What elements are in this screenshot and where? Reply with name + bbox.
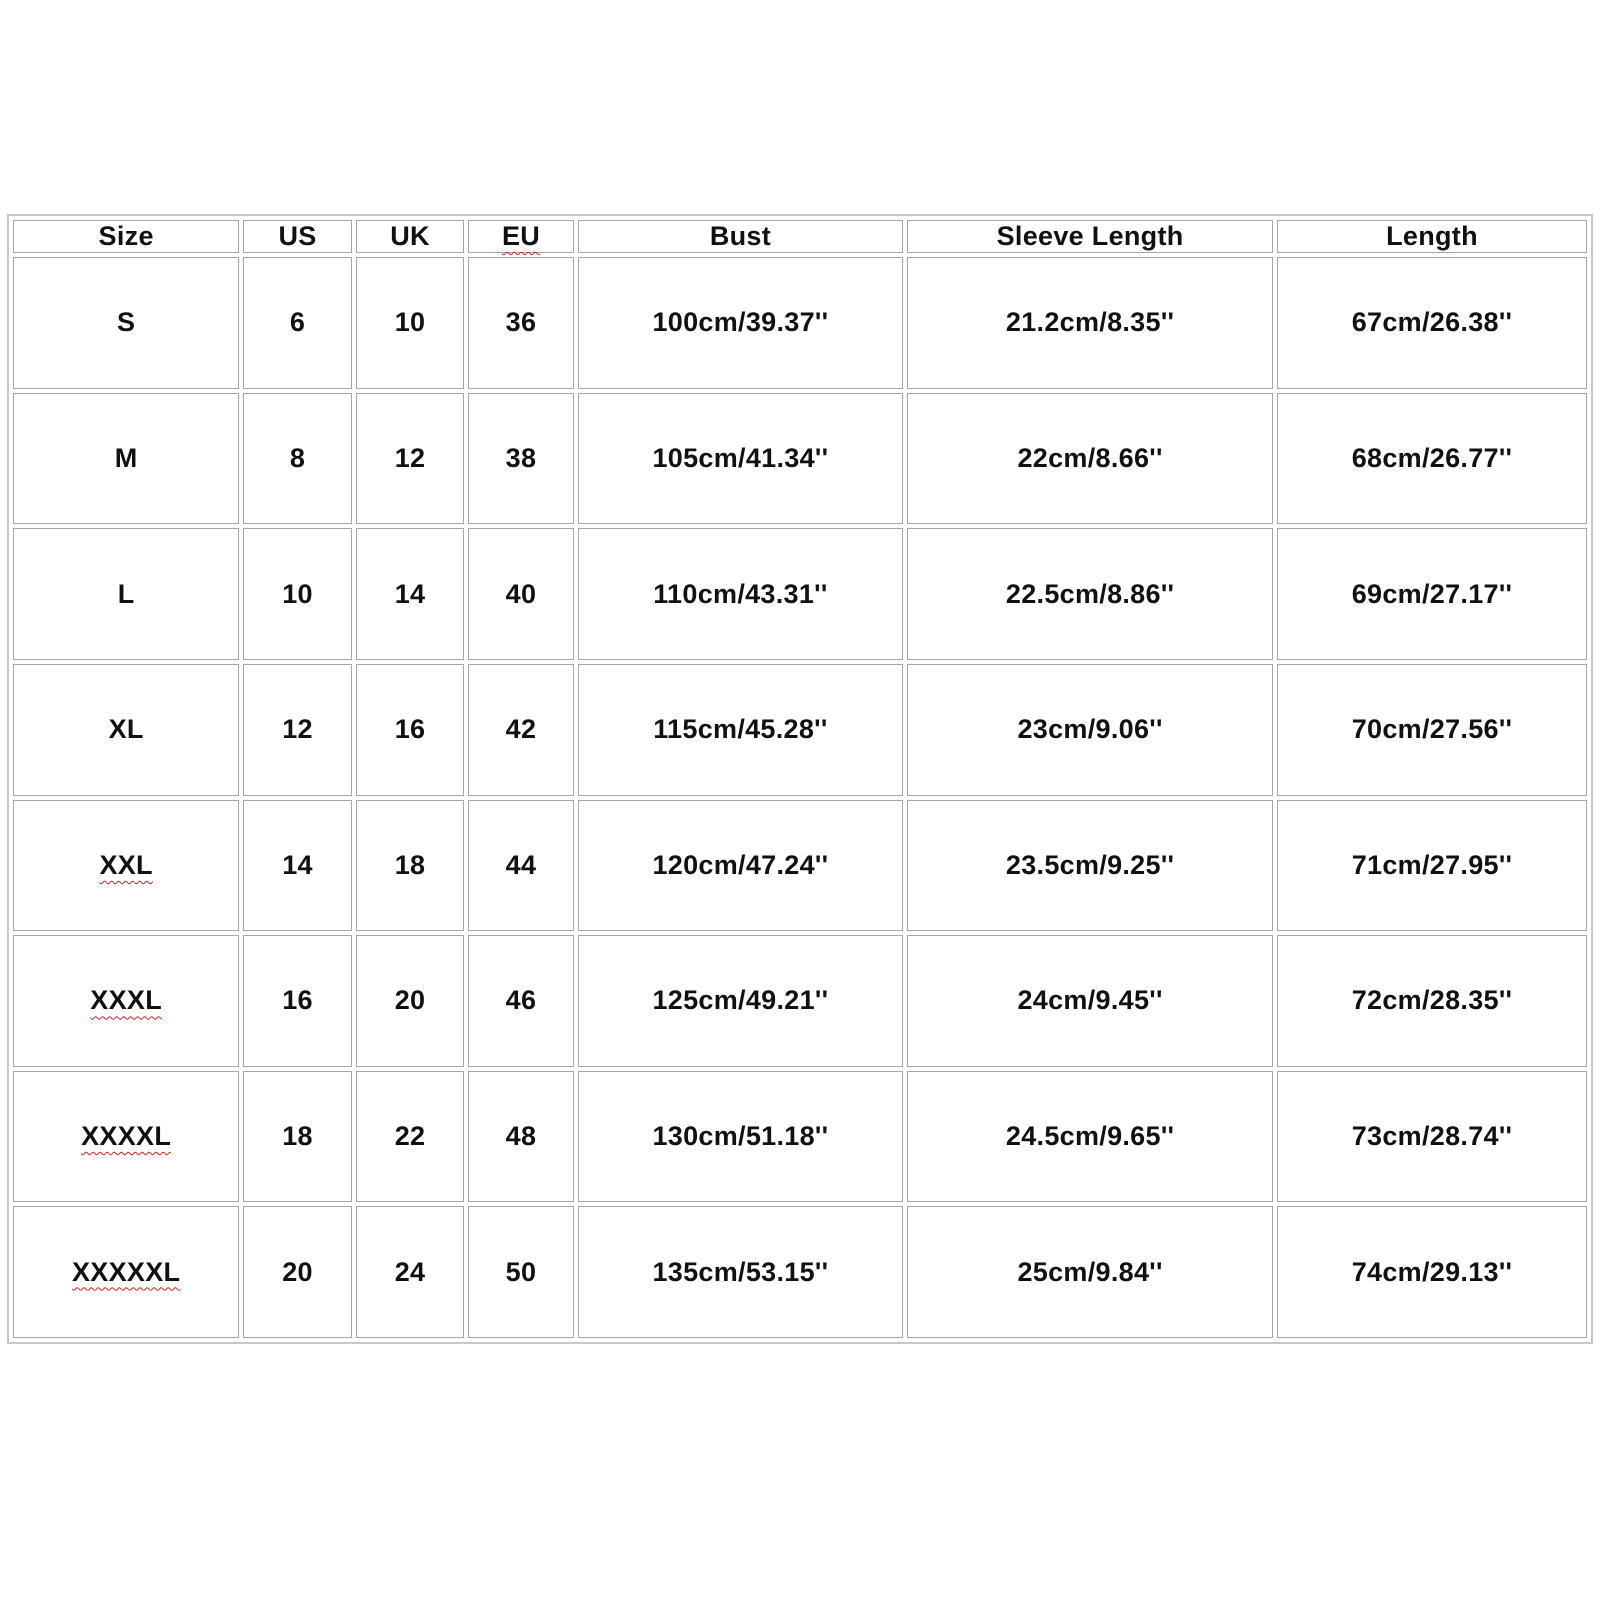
us-cell: 14 <box>243 800 352 932</box>
us-cell: 16 <box>243 935 352 1067</box>
table-row <box>13 1071 1587 1203</box>
size-chart <box>7 214 1593 1344</box>
size-chart-table <box>9 216 1591 1342</box>
length-cell: 74cm/29.13'' <box>1277 1206 1587 1338</box>
table-row <box>13 1206 1587 1338</box>
size-cell <box>13 1206 239 1338</box>
length-cell: 73cm/28.74'' <box>1277 1071 1587 1203</box>
uk-cell: 12 <box>356 393 465 525</box>
size-cell: L <box>13 528 239 660</box>
size-cell <box>13 935 239 1067</box>
length-cell: 67cm/26.38'' <box>1277 257 1587 389</box>
bust-cell: 105cm/41.34'' <box>578 393 904 525</box>
uk-cell: 24 <box>356 1206 465 1338</box>
eu-cell: 42 <box>468 664 573 796</box>
header-eu <box>468 220 573 253</box>
table-row <box>13 935 1587 1067</box>
sleeve-length-cell: 24.5cm/9.65'' <box>907 1071 1273 1203</box>
sleeve-length-cell: 24cm/9.45'' <box>907 935 1273 1067</box>
eu-cell: 36 <box>468 257 573 389</box>
bust-cell: 135cm/53.15'' <box>578 1206 904 1338</box>
header-sleeve-length: Sleeve Length <box>907 220 1273 253</box>
table-row <box>13 800 1587 932</box>
eu-cell: 48 <box>468 1071 573 1203</box>
header-bust: Bust <box>578 220 904 253</box>
table-row <box>13 393 1587 525</box>
bust-cell: 120cm/47.24'' <box>578 800 904 932</box>
uk-cell: 20 <box>356 935 465 1067</box>
us-cell: 10 <box>243 528 352 660</box>
sleeve-length-cell: 25cm/9.84'' <box>907 1206 1273 1338</box>
uk-cell: 10 <box>356 257 465 389</box>
uk-cell: 16 <box>356 664 465 796</box>
header-uk: UK <box>356 220 465 253</box>
bust-cell: 110cm/43.31'' <box>578 528 904 660</box>
eu-cell: 46 <box>468 935 573 1067</box>
bust-cell: 130cm/51.18'' <box>578 1071 904 1203</box>
size-label: XXL <box>99 849 153 880</box>
size-cell: S <box>13 257 239 389</box>
sleeve-length-cell: 23cm/9.06'' <box>907 664 1273 796</box>
us-cell: 6 <box>243 257 352 389</box>
length-cell: 68cm/26.77'' <box>1277 393 1587 525</box>
us-cell: 12 <box>243 664 352 796</box>
bust-cell: 115cm/45.28'' <box>578 664 904 796</box>
size-label: XXXXL <box>81 1121 172 1152</box>
bust-cell: 100cm/39.37'' <box>578 257 904 389</box>
length-cell: 69cm/27.17'' <box>1277 528 1587 660</box>
uk-cell: 14 <box>356 528 465 660</box>
header-eu-label: EU <box>501 221 541 251</box>
us-cell: 18 <box>243 1071 352 1203</box>
size-cell <box>13 1071 239 1203</box>
uk-cell: 18 <box>356 800 465 932</box>
us-cell: 20 <box>243 1206 352 1338</box>
length-cell: 71cm/27.95'' <box>1277 800 1587 932</box>
table-row <box>13 664 1587 796</box>
header-length: Length <box>1277 220 1587 253</box>
us-cell: 8 <box>243 393 352 525</box>
size-cell <box>13 800 239 932</box>
eu-cell: 44 <box>468 800 573 932</box>
sleeve-length-cell: 22cm/8.66'' <box>907 393 1273 525</box>
header-size: Size <box>13 220 239 253</box>
bust-cell: 125cm/49.21'' <box>578 935 904 1067</box>
size-cell: XL <box>13 664 239 796</box>
header-us: US <box>243 220 352 253</box>
sleeve-length-cell: 21.2cm/8.35'' <box>907 257 1273 389</box>
eu-cell: 40 <box>468 528 573 660</box>
length-cell: 70cm/27.56'' <box>1277 664 1587 796</box>
table-row <box>13 528 1587 660</box>
sleeve-length-cell: 23.5cm/9.25'' <box>907 800 1273 932</box>
length-cell: 72cm/28.35'' <box>1277 935 1587 1067</box>
size-cell: M <box>13 393 239 525</box>
eu-cell: 50 <box>468 1206 573 1338</box>
eu-cell: 38 <box>468 393 573 525</box>
size-label: XXXXXL <box>71 1256 181 1287</box>
size-label: XXXL <box>90 985 163 1016</box>
uk-cell: 22 <box>356 1071 465 1203</box>
table-row <box>13 257 1587 389</box>
header-row <box>13 220 1587 253</box>
sleeve-length-cell: 22.5cm/8.86'' <box>907 528 1273 660</box>
